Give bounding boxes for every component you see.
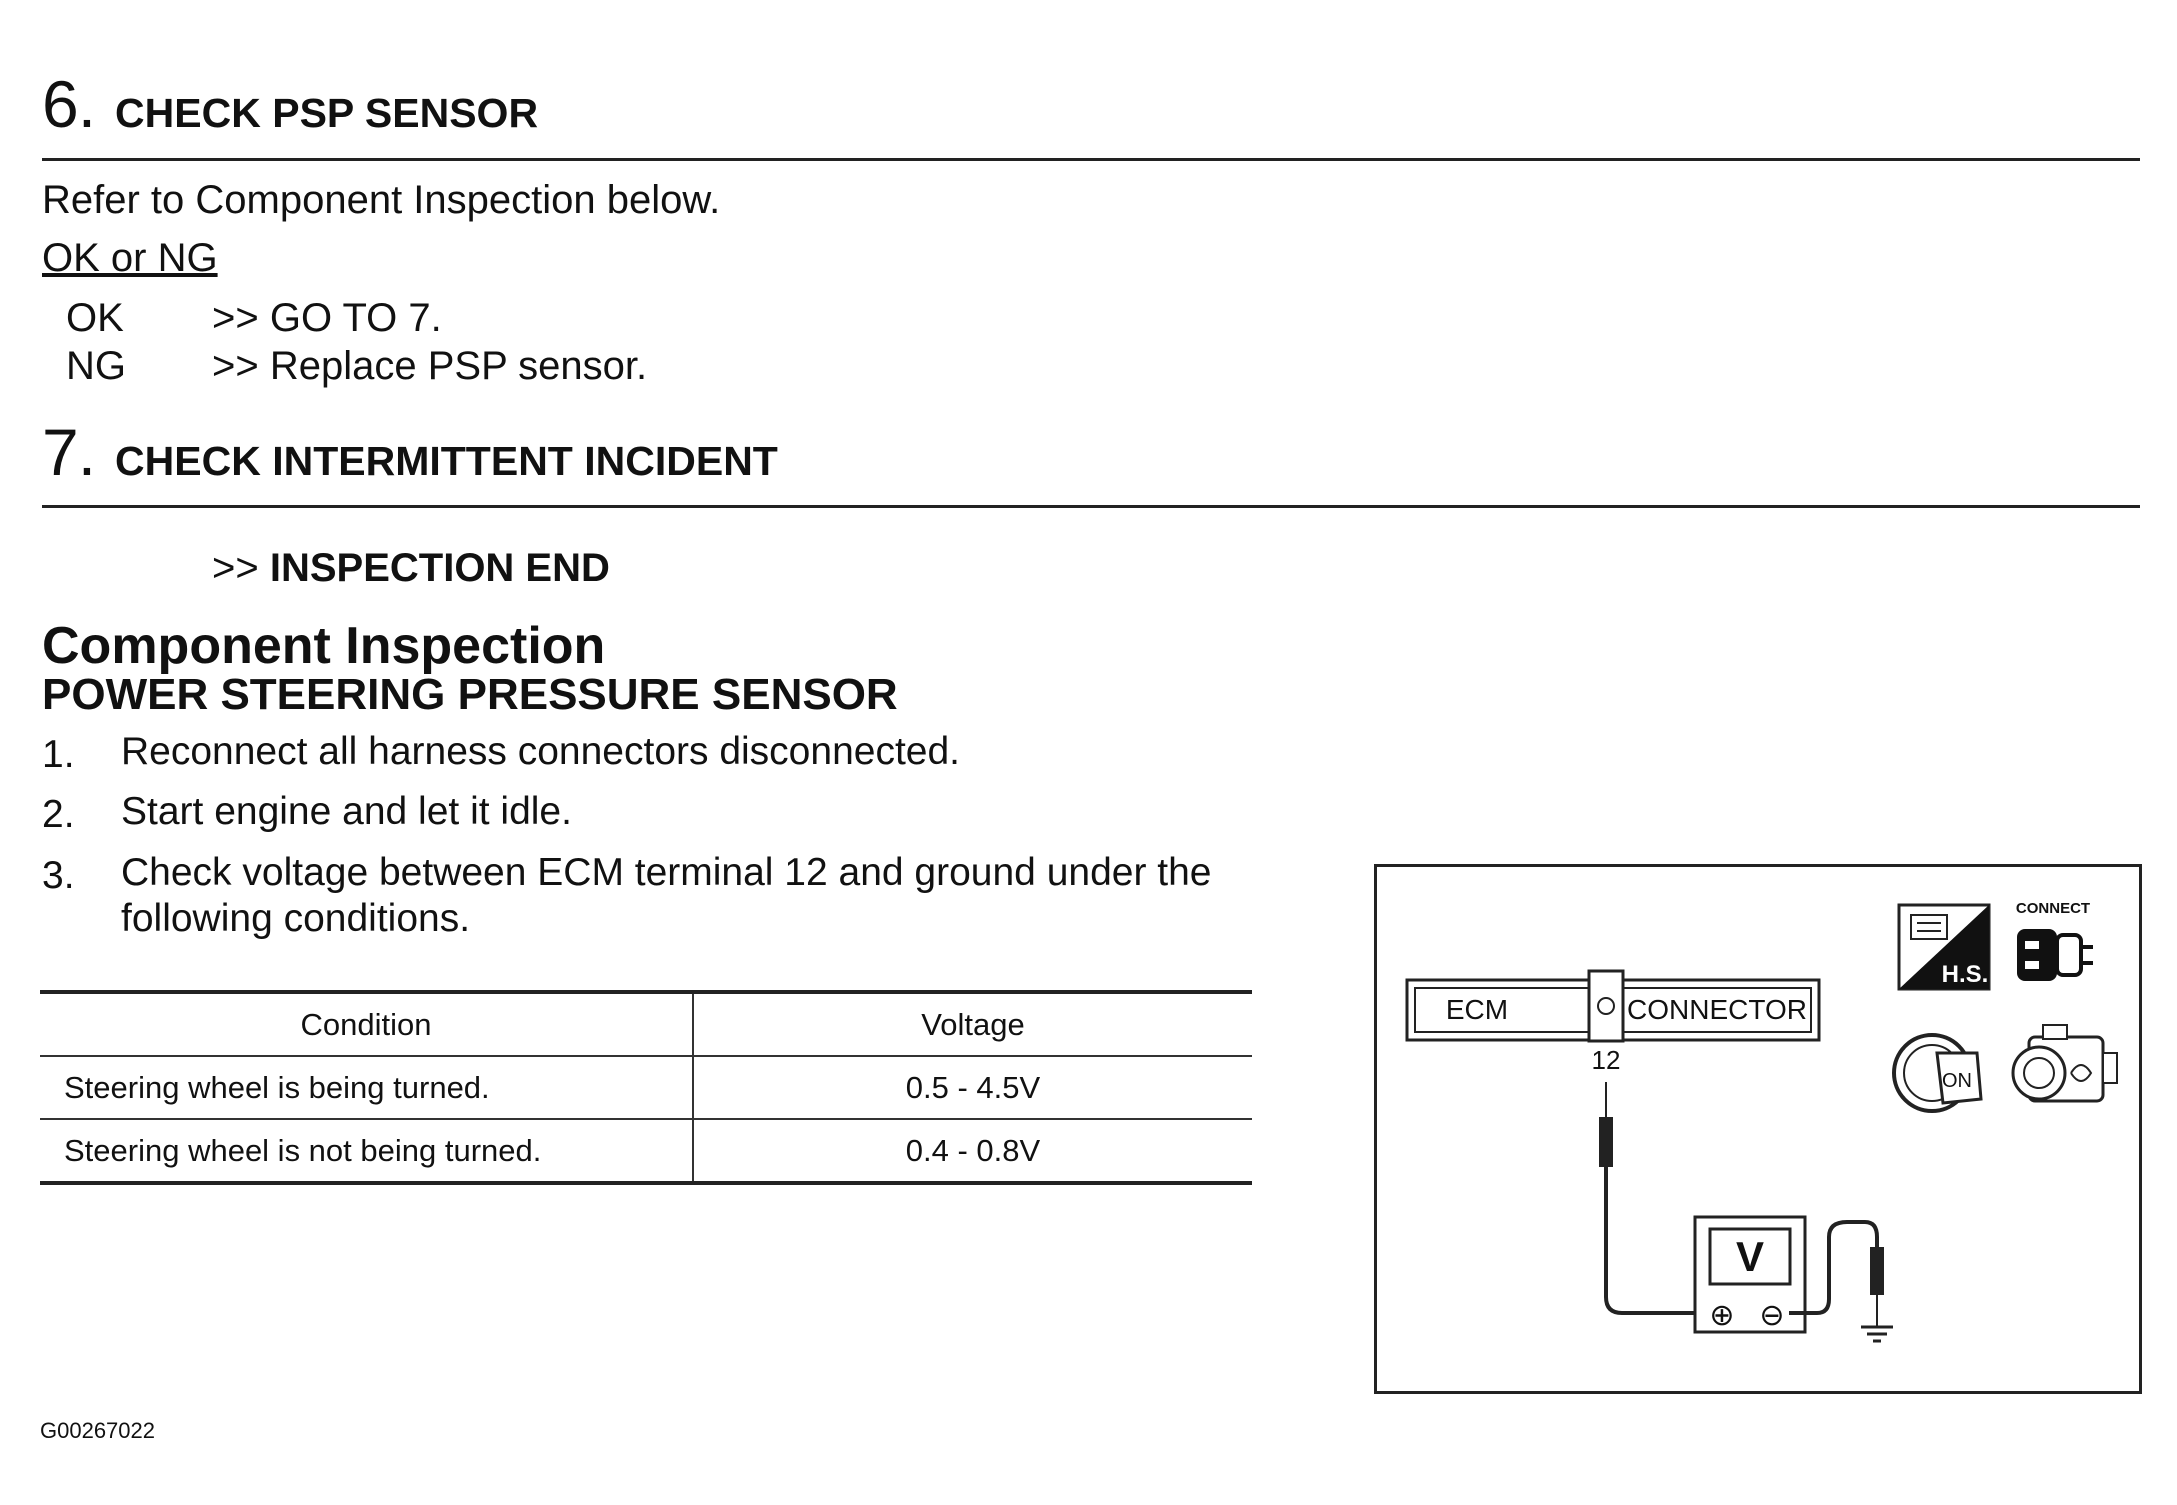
terminal-number: 12 bbox=[1591, 1045, 1621, 1075]
voltmeter bbox=[1695, 1217, 1805, 1333]
result-ng-key: NG bbox=[66, 344, 126, 388]
step-7-number: 7. bbox=[42, 415, 96, 489]
step-list-number-3: 3. bbox=[42, 854, 75, 897]
ignition-on-label: ON bbox=[1942, 1070, 1972, 1092]
table-cell-voltage: 0.5 - 4.5V bbox=[693, 1056, 1252, 1119]
result-ok-action: >> GO TO 7. bbox=[212, 296, 442, 340]
figure-id: G00267022 bbox=[40, 1418, 155, 1443]
step-6-heading bbox=[42, 66, 538, 142]
step-6-rule bbox=[42, 158, 2140, 161]
step-7-rule bbox=[42, 505, 2140, 508]
table-cell-condition: Steering wheel is being turned. bbox=[40, 1056, 693, 1119]
step-list-text-1: Reconnect all harness connectors disconnected. bbox=[121, 730, 960, 773]
connect-icon bbox=[2016, 900, 2093, 981]
step-list-text-3: Check voltage between ECM terminal 12 and ground under the following conditions. bbox=[121, 851, 1212, 940]
step-list-text-2: Start engine and let it idle. bbox=[121, 790, 572, 833]
table-header-row bbox=[40, 992, 1252, 1056]
table-cell-condition: Steering wheel is not being turned. bbox=[40, 1119, 693, 1183]
hs-label: H.S. bbox=[1941, 961, 1989, 988]
step-7-heading bbox=[42, 414, 778, 490]
condition-voltage-table bbox=[40, 990, 1252, 1185]
inspection-end bbox=[212, 546, 610, 591]
wiring-figure bbox=[1374, 864, 2142, 1394]
component-inspection-subtitle: POWER STEERING PRESSURE SENSOR bbox=[42, 670, 898, 719]
connect-label: CONNECT bbox=[2015, 900, 2091, 917]
inspection-end-arrow: >> bbox=[212, 546, 270, 590]
wiring-diagram bbox=[1377, 867, 2139, 1391]
ground-icon bbox=[1861, 1327, 1893, 1341]
table-row bbox=[40, 1119, 1252, 1183]
positive-lead bbox=[1599, 1082, 1699, 1313]
column-header-voltage: Voltage bbox=[693, 992, 1252, 1056]
step-7-title: CHECK INTERMITTENT INCIDENT bbox=[115, 438, 778, 484]
minus-terminal-icon: ⊖ bbox=[1759, 1298, 1785, 1333]
table-row bbox=[40, 1056, 1252, 1119]
result-ok-key: OK bbox=[66, 296, 124, 340]
ecm-connector bbox=[1407, 971, 1819, 1075]
plus-terminal-icon: ⊕ bbox=[1709, 1298, 1735, 1333]
ecm-label: ECM bbox=[1445, 994, 1509, 1025]
meter-label: V bbox=[1735, 1233, 1765, 1280]
table-cell-voltage: 0.4 - 0.8V bbox=[905, 1132, 1041, 1168]
ok-or-ng-label: OK or NG bbox=[42, 236, 218, 280]
result-ng-action: >> Replace PSP sensor. bbox=[212, 344, 648, 388]
step-6-title: CHECK PSP SENSOR bbox=[115, 90, 539, 136]
step-6-instruction: Refer to Component Inspection below. bbox=[42, 178, 721, 222]
inspection-end-text: INSPECTION END bbox=[269, 546, 610, 590]
component-inspection-title: Component Inspection bbox=[42, 617, 606, 675]
step-list-number-2: 2. bbox=[42, 793, 75, 836]
step-list-number-1: 1. bbox=[42, 733, 75, 776]
ignition-on-icon bbox=[1894, 1035, 1981, 1111]
connector-label: CONNECTOR bbox=[1627, 994, 1807, 1025]
engine-running-icon bbox=[2013, 1025, 2117, 1101]
step-6-number: 6. bbox=[42, 67, 96, 141]
column-header-condition: Condition bbox=[40, 992, 693, 1056]
harness-side-icon bbox=[1899, 905, 1989, 989]
